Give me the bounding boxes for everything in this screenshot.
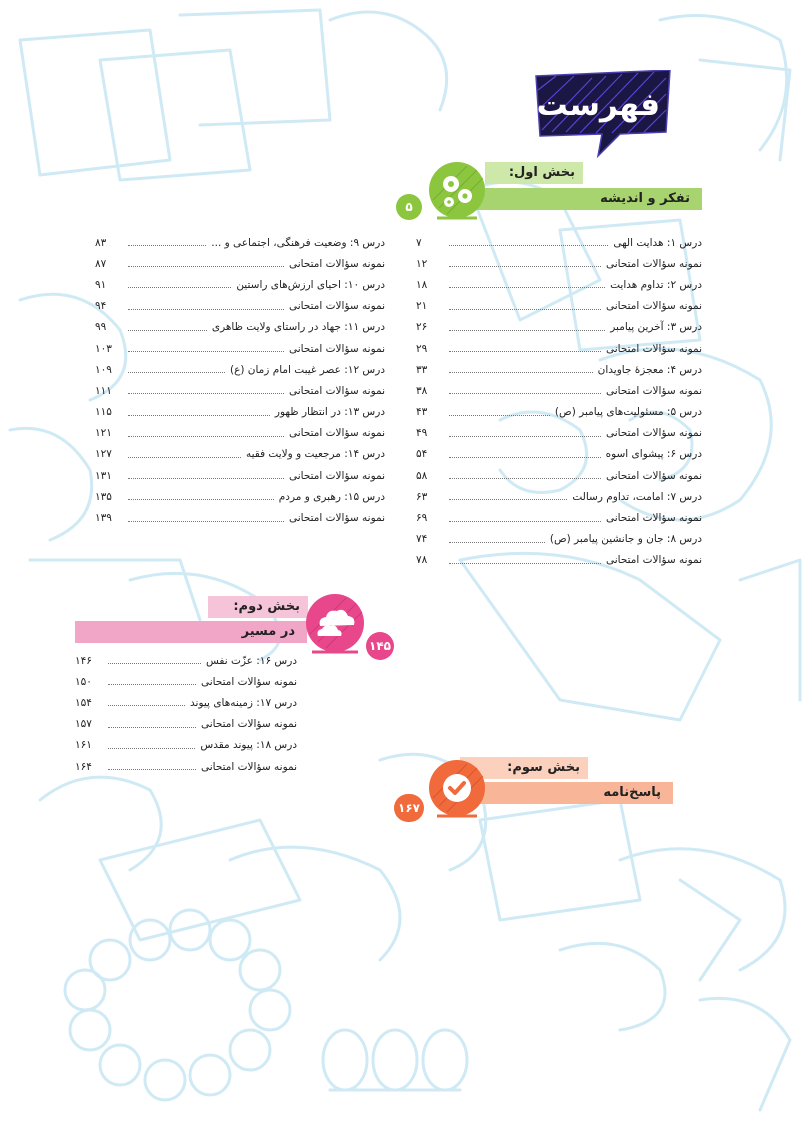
toc-entry[interactable] (95, 296, 385, 317)
section-2-toc (75, 650, 297, 777)
toc-entry-page: ۱۳۱ (95, 469, 112, 482)
toc-entry-page: ۳۳ (416, 363, 428, 376)
toc-entry-label: درس ۱۰: احیای ارزش‌های راستین (236, 278, 385, 291)
toc-entry-page: ۲۱ (416, 300, 428, 313)
toc-entry-page: ۵۸ (416, 469, 428, 482)
toc-entry-page: ۹۴ (95, 300, 107, 313)
toc-entry[interactable] (75, 650, 297, 671)
toc-entry-page: ۲۹ (416, 342, 428, 355)
toc-entry-label: نمونه سؤالات امتحانی (200, 718, 297, 731)
toc-entry-page: ۲۶ (416, 321, 428, 334)
toc-entry-page: ۱۰۳ (95, 342, 112, 355)
toc-entry-label: نمونه سؤالات امتحانی (200, 760, 297, 773)
leader-dots (449, 393, 601, 394)
toc-entry-page: ۱۲ (416, 257, 428, 270)
toc-entry-label: درس ۲: تداوم هدایت (610, 278, 702, 291)
toc-entry-label: درس ۱۶: عزّت نفس (206, 654, 297, 667)
toc-entry[interactable] (95, 253, 385, 274)
leader-dots (449, 542, 545, 543)
toc-entry-label: درس ۱۴: مرجعیت و ولایت فقیه (245, 448, 385, 461)
toc-entry[interactable] (416, 338, 702, 359)
toc-entry[interactable] (416, 402, 702, 423)
section-1-name-bar (470, 188, 702, 210)
leader-dots (128, 372, 225, 373)
toc-entry-page: ۹۱ (95, 278, 107, 291)
toc-entry-label: نمونه سؤالات امتحانی (605, 469, 702, 482)
toc-entry-page: ۸۳ (95, 236, 107, 249)
toc-entry-label: نمونه سؤالات امتحانی (288, 469, 385, 482)
leader-dots (128, 478, 284, 479)
toc-entry-label: نمونه سؤالات امتحانی (605, 384, 702, 397)
leader-dots (128, 287, 231, 288)
section-2-name: در مسیر (241, 624, 295, 639)
toc-entry-label: درس ۹: وضعیت فرهنگی، اجتماعی و ... (211, 236, 385, 249)
page-title: فهرست (536, 87, 660, 123)
toc-entry-page: ۱۵۷ (75, 718, 92, 731)
toc-entry-label: درس ۸: جان و جانشین پیامبر (ص) (549, 533, 702, 546)
toc-entry[interactable] (416, 486, 702, 507)
toc-entry[interactable] (95, 423, 385, 444)
toc-entry-label: نمونه سؤالات امتحانی (200, 675, 297, 688)
leader-dots (449, 499, 567, 500)
toc-entry-page: ۷ (416, 236, 422, 249)
toc-entry-label: نمونه سؤالات امتحانی (288, 512, 385, 525)
section-2-label-bar (208, 596, 308, 618)
leader-dots (449, 372, 593, 373)
toc-entry-page: ۱۶۴ (75, 760, 92, 773)
toc-entry[interactable] (416, 465, 702, 486)
leader-dots (128, 415, 270, 416)
leader-dots (449, 521, 601, 522)
toc-entry-label: درس ۱۸: پیوند مقدس (200, 739, 297, 752)
toc-entry-label: درس ۱: هدایت الهی (613, 236, 702, 249)
toc-entry-label: نمونه سؤالات امتحانی (288, 384, 385, 397)
toc-entry-page: ۱۰۹ (95, 363, 112, 376)
toc-entry[interactable] (416, 253, 702, 274)
leader-dots (449, 266, 601, 267)
toc-entry-page: ۱۳۵ (95, 490, 112, 503)
section-3-label: بخش سوم: (507, 760, 580, 775)
toc-entry-label: نمونه سؤالات امتحانی (288, 427, 385, 440)
leader-dots (449, 309, 601, 310)
toc-entry[interactable] (95, 274, 385, 295)
toc-entry-label: نمونه سؤالات امتحانی (605, 342, 702, 355)
toc-entry[interactable] (416, 444, 702, 465)
toc-entry-page: ۱۵۰ (75, 675, 92, 688)
leader-dots (449, 563, 601, 564)
section-2-page-badge: ۱۴۵ (366, 632, 394, 660)
toc-entry[interactable] (75, 692, 297, 713)
toc-entry[interactable] (416, 529, 702, 550)
toc-entry-page: ۱۱۱ (95, 384, 112, 397)
toc-entry[interactable] (95, 338, 385, 359)
toc-entry[interactable] (416, 550, 702, 571)
section-1-label-bar (485, 162, 583, 184)
toc-entry-page: ۴۹ (416, 427, 428, 440)
section-3-name-bar (455, 782, 673, 804)
toc-entry-label: نمونه سؤالات امتحانی (288, 257, 385, 270)
toc-entry-page: ۱۶۱ (75, 739, 92, 752)
toc-entry[interactable] (95, 507, 385, 528)
leader-dots (108, 705, 185, 706)
toc-entry[interactable] (95, 444, 385, 465)
toc-entry-label: نمونه سؤالات امتحانی (605, 427, 702, 440)
toc-entry-label: نمونه سؤالات امتحانی (605, 512, 702, 525)
leader-dots (128, 521, 284, 522)
toc-entry-page: ۱۲۱ (95, 427, 112, 440)
toc-entry[interactable] (416, 317, 702, 338)
toc-entry[interactable] (95, 486, 385, 507)
toc-entry-label: درس ۵: مسئولیت‌های پیامبر (ص) (554, 406, 702, 419)
leader-dots (449, 415, 550, 416)
toc-entry-label: درس ۱۲: عصر غیبت امام زمان (ع) (229, 363, 385, 376)
leader-dots (128, 499, 274, 500)
toc-entry-page: ۴۳ (416, 406, 428, 419)
leader-dots (128, 393, 284, 394)
leader-dots (108, 684, 196, 685)
toc-entry[interactable] (416, 232, 702, 253)
leader-dots (128, 457, 241, 458)
toc-entry[interactable] (75, 735, 297, 756)
leader-dots (128, 245, 206, 246)
leader-dots (449, 351, 601, 352)
toc-entry-label: درس ۱۷: زمینه‌های پیوند (190, 696, 297, 709)
leader-dots (128, 351, 284, 352)
checkmark-icon (427, 758, 487, 818)
toc-entry-label: درس ۳: آخرین پیامبر (610, 321, 702, 334)
section-2-label: بخش دوم: (233, 599, 300, 614)
section-2-name-bar (75, 621, 307, 643)
toc-entry[interactable] (416, 380, 702, 401)
leader-dots (108, 769, 196, 770)
toc-entry[interactable] (95, 317, 385, 338)
toc-entry-page: ۷۴ (416, 533, 428, 546)
toc-entry-label: نمونه سؤالات امتحانی (605, 257, 702, 270)
toc-entry[interactable] (75, 714, 297, 735)
leader-dots (108, 663, 201, 664)
leader-dots (128, 330, 207, 331)
toc-entry-page: ۳۸ (416, 384, 428, 397)
toc-entry-page: ۸۷ (95, 257, 107, 270)
toc-entry-label: درس ۱۱: جهاد در راستای ولایت ظاهری (211, 321, 385, 334)
toc-entry[interactable] (95, 402, 385, 423)
toc-entry[interactable] (75, 671, 297, 692)
toc-entry[interactable] (416, 274, 702, 295)
toc-entry-page: ۵۴ (416, 448, 428, 461)
leader-dots (108, 748, 195, 749)
leader-dots (449, 287, 605, 288)
toc-entry[interactable] (416, 359, 702, 380)
toc-entry-page: ۱۵۴ (75, 696, 92, 709)
toc-entry-label: درس ۱۵: رهبری و مردم (278, 490, 385, 503)
section-1-toc-right (416, 232, 702, 571)
leader-dots (449, 330, 605, 331)
section-1-page-badge: ۵ (396, 194, 422, 220)
section-1-name: تفکر و اندیشه (600, 191, 690, 206)
leader-dots (128, 266, 284, 267)
toc-entry-label: درس ۱۳: در انتظار ظهور (274, 406, 385, 419)
toc-entry-label: درس ۴: معجزهٔ جاویدان (597, 363, 702, 376)
toc-entry-label: نمونه سؤالات امتحانی (288, 342, 385, 355)
toc-entry-label: نمونه سؤالات امتحانی (288, 300, 385, 313)
leader-dots (128, 436, 284, 437)
toc-entry[interactable] (95, 380, 385, 401)
section-1-label: بخش اول: (508, 165, 575, 180)
toc-entry-page: ۱۳۹ (95, 512, 112, 525)
leader-dots (449, 478, 601, 479)
leader-dots (449, 436, 601, 437)
section-1-toc-left (95, 232, 385, 529)
gears-icon (427, 160, 487, 220)
toc-entry[interactable] (95, 232, 385, 253)
toc-entry-page: ۶۹ (416, 512, 428, 525)
toc-entry-page: ۶۳ (416, 490, 428, 503)
toc-entry-label: درس ۷: امامت، تداوم رسالت (572, 490, 702, 503)
toc-entry-page: ۱۸ (416, 278, 428, 291)
toc-entry-label: درس ۶: پیشوای اسوه (605, 448, 702, 461)
toc-entry-page: ۱۱۵ (95, 406, 112, 419)
clouds-icon (304, 592, 366, 654)
toc-entry-page: ۱۴۶ (75, 654, 92, 667)
toc-entry[interactable] (95, 465, 385, 486)
leader-dots (449, 457, 601, 458)
toc-entry[interactable] (416, 423, 702, 444)
section-3-page-badge: ۱۶۷ (394, 794, 424, 822)
leader-dots (128, 309, 284, 310)
toc-entry[interactable] (416, 296, 702, 317)
section-3-name: پاسخ‌نامه (603, 785, 661, 800)
toc-entry-label: نمونه سؤالات امتحانی (605, 554, 702, 567)
leader-dots (449, 245, 608, 246)
toc-entry-page: ۹۹ (95, 321, 107, 334)
toc-entry[interactable] (95, 359, 385, 380)
toc-entry[interactable] (75, 756, 297, 777)
leader-dots (108, 727, 196, 728)
toc-entry[interactable] (416, 507, 702, 528)
toc-entry-label: نمونه سؤالات امتحانی (605, 300, 702, 313)
toc-entry-page: ۷۸ (416, 554, 428, 567)
toc-entry-page: ۱۲۷ (95, 448, 112, 461)
